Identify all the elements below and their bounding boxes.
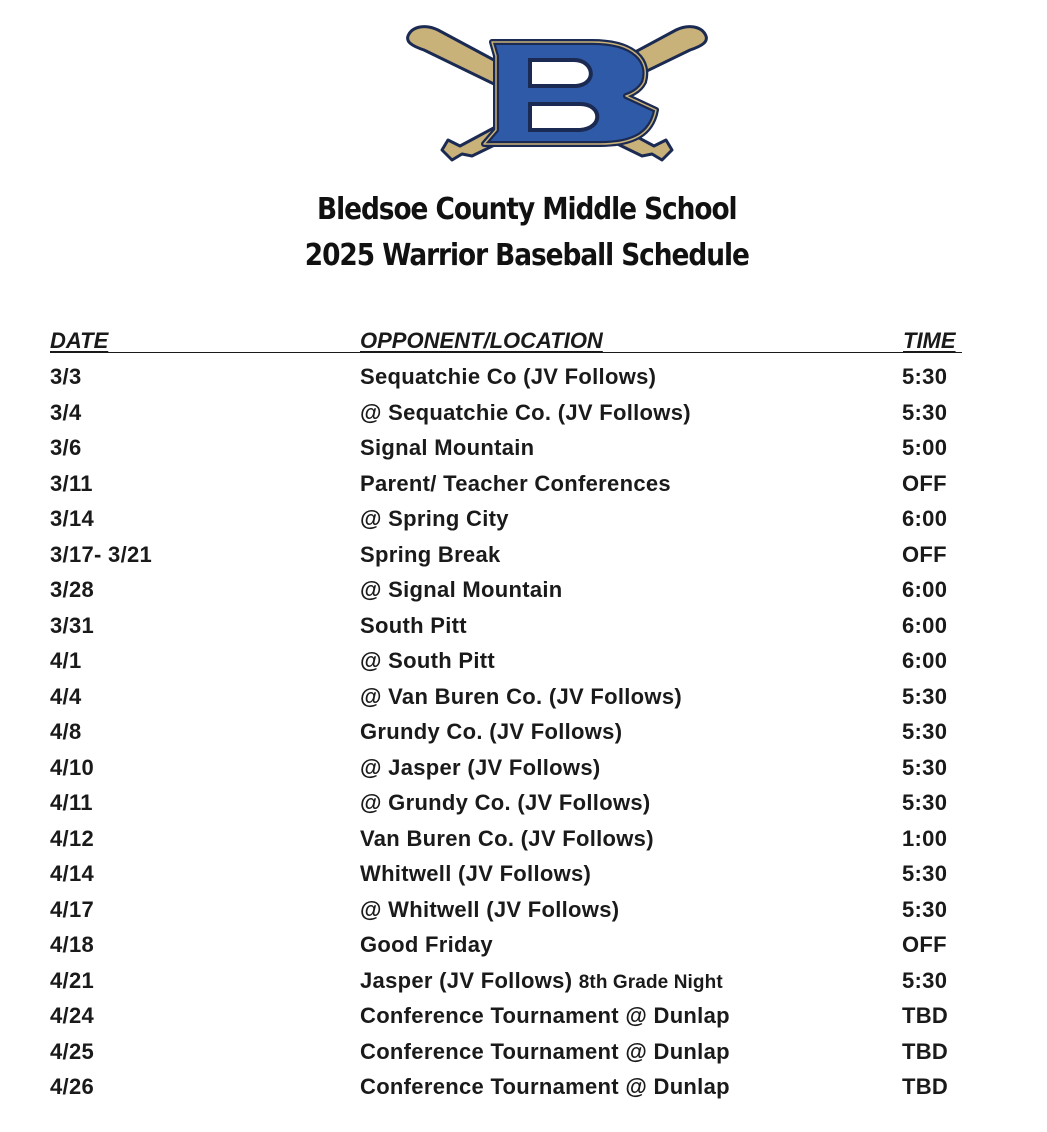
table-row: [0, 928, 1047, 964]
row-opponent-cell: [360, 684, 682, 710]
row-date: 4/8: [50, 719, 82, 744]
row-opponent-cell: [360, 648, 495, 674]
row-time: TBD: [902, 1074, 949, 1099]
header-divider: [50, 352, 962, 353]
table-row: [0, 822, 1047, 858]
row-time: OFF: [902, 541, 947, 567]
row-time: 5:30: [902, 399, 948, 425]
table-row: [0, 538, 1047, 574]
row-opponent: @ Sequatchie Co. (JV Follows): [360, 399, 691, 425]
row-date: 3/11: [50, 470, 93, 496]
row-date: 3/31: [50, 612, 95, 638]
row-time: 6:00: [902, 648, 948, 673]
row-date: 4/11: [50, 790, 93, 815]
row-note: 8th Grade Night: [578, 971, 723, 993]
table-row: [0, 467, 1047, 503]
row-date: 4/25: [50, 1038, 95, 1064]
row-opponent: Parent/ Teacher Conferences: [360, 470, 671, 496]
crossed-bats-b-logo-icon: [404, 22, 710, 164]
row-time: 6:00: [902, 506, 948, 531]
column-header-date: DATE: [50, 328, 109, 353]
table-row: [0, 1070, 1047, 1106]
row-opponent: South Pitt: [360, 612, 467, 638]
row-opponent: Conference Tournament @ Dunlap: [360, 1074, 730, 1099]
table-row: [0, 1035, 1047, 1071]
row-opponent: Sequatchie Co (JV Follows): [360, 364, 657, 389]
row-opponent-cell: [360, 826, 654, 852]
row-time: TBD: [902, 1003, 949, 1028]
table-row: [0, 431, 1047, 467]
schedule-table: [0, 360, 1047, 1106]
row-opponent-cell: [360, 755, 600, 781]
row-opponent-cell: [360, 1039, 730, 1065]
row-opponent-cell: [360, 897, 619, 923]
row-date: 4/24: [50, 1003, 95, 1028]
row-opponent: @ Spring City: [360, 506, 509, 531]
row-opponent: @ Jasper (JV Follows): [360, 754, 601, 780]
row-opponent-cell: [360, 613, 467, 639]
row-time: TBD: [902, 1038, 949, 1064]
row-date: 3/4: [50, 399, 82, 425]
row-opponent-cell: [360, 719, 622, 745]
row-time: 6:00: [902, 577, 948, 602]
row-time: 5:30: [902, 364, 948, 389]
row-date: 3/14: [50, 506, 95, 531]
row-date: 3/6: [50, 435, 82, 460]
row-opponent-cell: [360, 506, 509, 532]
row-opponent-cell: [360, 932, 493, 958]
table-row: [0, 999, 1047, 1035]
row-time: 5:30: [902, 896, 948, 922]
row-time: 6:00: [902, 612, 948, 638]
letter-b-icon: [484, 42, 656, 144]
table-row: [0, 609, 1047, 645]
row-time: OFF: [902, 932, 947, 957]
row-opponent-cell: [360, 364, 656, 390]
row-opponent: @ South Pitt: [360, 648, 496, 673]
row-opponent: Good Friday: [360, 932, 493, 957]
row-opponent-cell: [360, 435, 534, 461]
row-time: 5:30: [902, 861, 948, 886]
row-opponent: Van Buren Co. (JV Follows): [360, 825, 654, 851]
row-date: 4/17: [50, 896, 95, 922]
row-opponent: @ Whitwell (JV Follows): [360, 896, 620, 922]
row-opponent: @ Grundy Co. (JV Follows): [360, 790, 651, 815]
row-opponent-cell: [360, 1003, 730, 1029]
row-time: 1:00: [902, 825, 948, 851]
table-row: [0, 360, 1047, 396]
row-date: 4/18: [50, 932, 95, 957]
row-opponent-cell: [360, 790, 651, 816]
row-time: 5:30: [902, 967, 948, 993]
row-date: 4/4: [50, 683, 82, 709]
table-row: [0, 964, 1047, 1000]
row-opponent-cell: [360, 400, 691, 426]
table-row: [0, 680, 1047, 716]
table-row: [0, 786, 1047, 822]
row-opponent: Jasper (JV Follows): [360, 967, 573, 993]
row-opponent: Spring Break: [360, 541, 501, 567]
row-date: 4/26: [50, 1074, 95, 1099]
row-date: 4/1: [50, 648, 82, 673]
column-header-opponent: OPPONENT/LOCATION: [360, 328, 603, 353]
row-opponent: Grundy Co. (JV Follows): [360, 719, 623, 744]
row-time: 5:30: [902, 683, 948, 709]
row-opponent: Whitwell (JV Follows): [360, 861, 592, 886]
row-time: 5:00: [902, 435, 948, 460]
row-opponent: Signal Mountain: [360, 435, 535, 460]
row-time: 5:30: [902, 719, 948, 744]
row-date: 3/3: [50, 364, 82, 389]
row-opponent: @ Signal Mountain: [360, 577, 563, 602]
row-time: 5:30: [902, 754, 948, 780]
table-row: [0, 893, 1047, 929]
table-row: [0, 502, 1047, 538]
table-row: [0, 751, 1047, 787]
row-date: 4/14: [50, 861, 95, 886]
row-opponent-cell: [360, 861, 591, 887]
row-time: 5:30: [902, 790, 948, 815]
row-date: 4/12: [50, 825, 95, 851]
row-opponent-cell: [360, 968, 723, 994]
row-date: 4/21: [50, 967, 95, 993]
table-row: [0, 396, 1047, 432]
page-title: Bledsoe County Middle School: [317, 192, 737, 227]
row-date: 3/28: [50, 577, 95, 602]
table-row: [0, 573, 1047, 609]
row-date: 3/17- 3/21: [50, 541, 153, 567]
column-header-time: TIME: [903, 328, 956, 353]
row-opponent-cell: [360, 1074, 730, 1100]
row-opponent: Conference Tournament @ Dunlap: [360, 1038, 730, 1064]
row-time: OFF: [902, 470, 947, 496]
row-opponent-cell: [360, 471, 671, 497]
page-subtitle: 2025 Warrior Baseball Schedule: [304, 238, 749, 273]
table-row: [0, 715, 1047, 751]
table-row: [0, 857, 1047, 893]
table-row: [0, 644, 1047, 680]
row-opponent: @ Van Buren Co. (JV Follows): [360, 683, 682, 709]
row-opponent-cell: [360, 542, 501, 568]
row-opponent-cell: [360, 577, 563, 603]
row-date: 4/10: [50, 754, 95, 780]
row-opponent: Conference Tournament @ Dunlap: [360, 1003, 730, 1028]
